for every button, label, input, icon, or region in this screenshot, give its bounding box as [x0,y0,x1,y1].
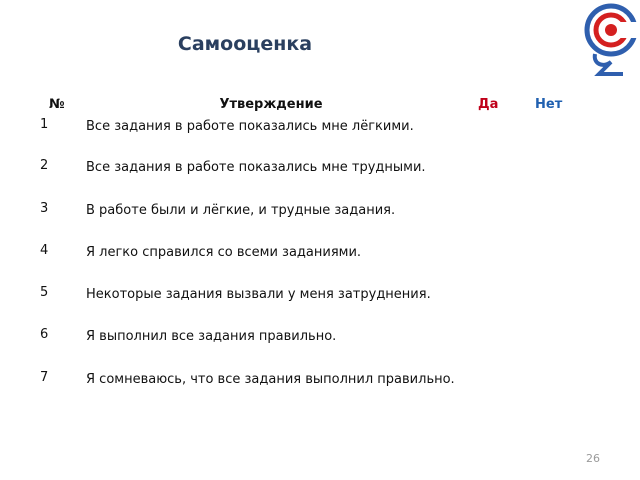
page-title: Самооценка [177,33,313,55]
row-number: 3 [40,201,49,216]
statement-text: Все задания в работе показались мне трудными. [86,160,426,175]
row-number: 5 [40,285,49,300]
statement-text: Все задания в работе показались мне лёгкими. [86,119,414,134]
row-number: 2 [40,158,49,173]
column-header-statement: Утверждение [219,97,323,112]
row-number: 6 [40,327,49,342]
row-number: 1 [40,117,49,132]
statement-text: В работе были и лёгкие, и трудные задания. [86,203,396,218]
column-header-yes: Да [478,97,499,112]
ring-logo-icon [583,2,639,76]
column-header-no: Нет [535,97,563,112]
page-number: 26 [586,452,600,465]
statement-text: Некоторые задания вызвали у меня затруднения. [86,287,431,302]
row-number: 4 [40,243,49,258]
statement-text: Я легко справился со всеми заданиями. [86,245,362,260]
row-number: 7 [40,370,49,385]
statement-text: Я сомневаюсь, что все задания выполнил правильно. [86,372,455,387]
statement-text: Я выполнил все задания правильно. [86,329,337,344]
column-header-number: № [49,97,65,112]
